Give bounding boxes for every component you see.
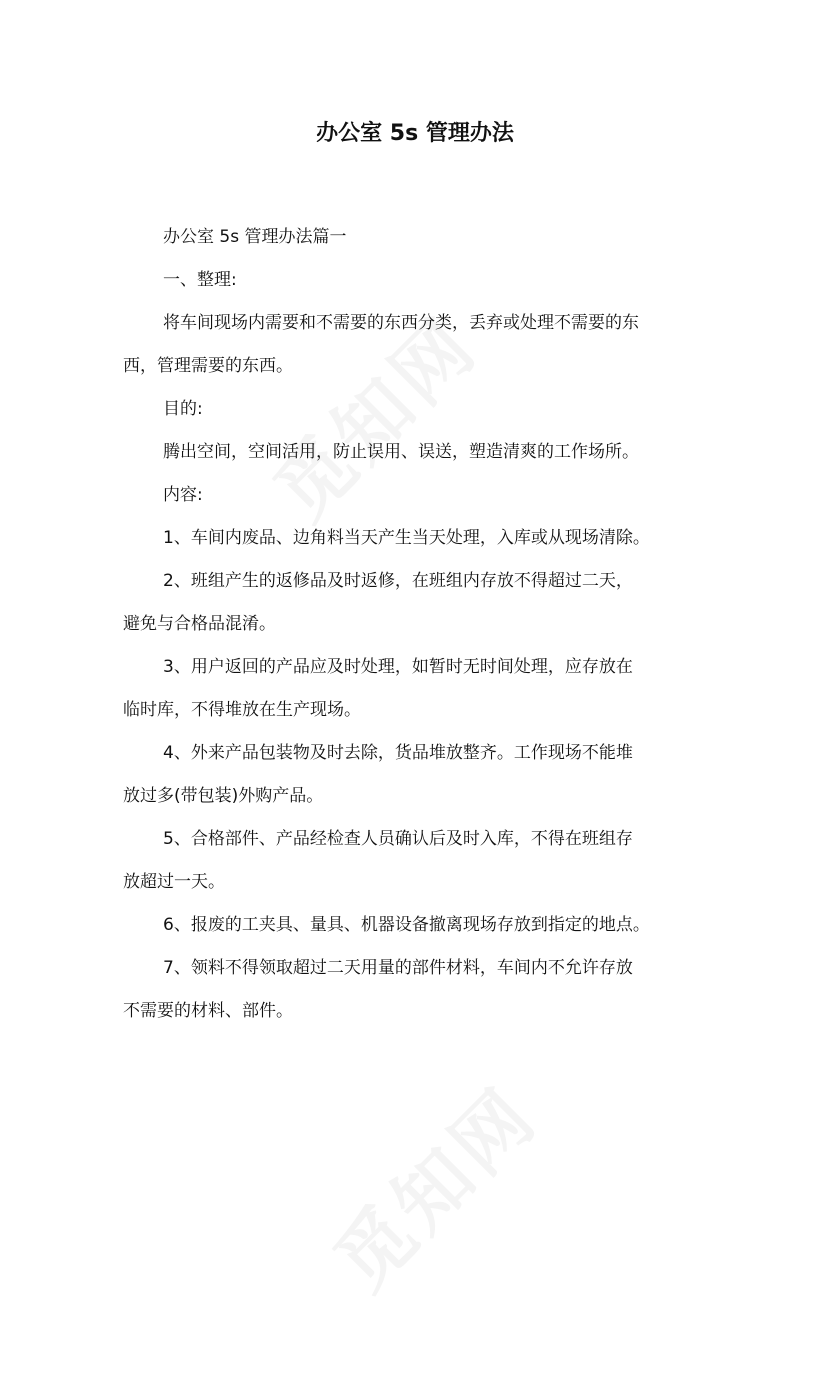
paragraph-line: 4、外来产品包装物及时去除，货品堆放整齐。工作现场不能堆 bbox=[163, 743, 633, 763]
paragraph bbox=[123, 302, 713, 388]
paragraph-continuation: 西，管理需要的东西。 bbox=[123, 356, 293, 376]
paragraph-line: 内容: bbox=[163, 485, 203, 505]
paragraph-line: 5、合格部件、产品经检查人员确认后及时入库，不得在班组存 bbox=[163, 829, 633, 849]
paragraph-line: 目的: bbox=[163, 399, 203, 419]
paragraph-continuation: 放过多(带包装)外购产品。 bbox=[123, 786, 324, 806]
paragraph-line: 2、班组产生的返修品及时返修，在班组内存放不得超过二天， bbox=[163, 571, 633, 591]
paragraph-line: 1、车间内废品、边角料当天产生当天处理，入库或从现场清除。 bbox=[163, 528, 650, 548]
paragraph bbox=[123, 431, 713, 474]
paragraph-line: 腾出空间，空间活用，防止误用、误送，塑造清爽的工作场所。 bbox=[163, 442, 639, 462]
list-item bbox=[123, 517, 713, 560]
document-body bbox=[123, 216, 713, 1033]
paragraph-line: 6、报废的工夹具、量具、机器设备撤离现场存放到指定的地点。 bbox=[163, 915, 650, 935]
list-item bbox=[123, 732, 713, 818]
list-item bbox=[123, 560, 713, 646]
paragraph-continuation: 临时库，不得堆放在生产现场。 bbox=[123, 700, 361, 720]
paragraph-continuation: 不需要的材料、部件。 bbox=[123, 1001, 293, 1021]
paragraph-continuation: 避免与合格品混淆。 bbox=[123, 614, 276, 634]
list-item bbox=[123, 646, 713, 732]
paragraph-line: 7、领料不得领取超过二天用量的部件材料，车间内不允许存放 bbox=[163, 958, 633, 978]
step-heading: 一、整理: bbox=[163, 270, 237, 290]
paragraph bbox=[123, 388, 713, 431]
paragraph-line: 将车间现场内需要和不需要的东西分类，丢弃或处理不需要的东 bbox=[163, 313, 639, 333]
list-item bbox=[123, 904, 713, 947]
paragraph bbox=[123, 474, 713, 517]
list-item bbox=[123, 947, 713, 1033]
watermark bbox=[306, 1006, 674, 1374]
page-title: 办公室 5s 管理办法 bbox=[316, 121, 514, 146]
section-heading: 办公室 5s 管理办法篇一 bbox=[163, 227, 347, 247]
list-item bbox=[123, 818, 713, 904]
paragraph-continuation: 放超过一天。 bbox=[123, 872, 225, 892]
paragraph-line: 3、用户返回的产品应及时处理，如暂时无时间处理，应存放在 bbox=[163, 657, 633, 677]
